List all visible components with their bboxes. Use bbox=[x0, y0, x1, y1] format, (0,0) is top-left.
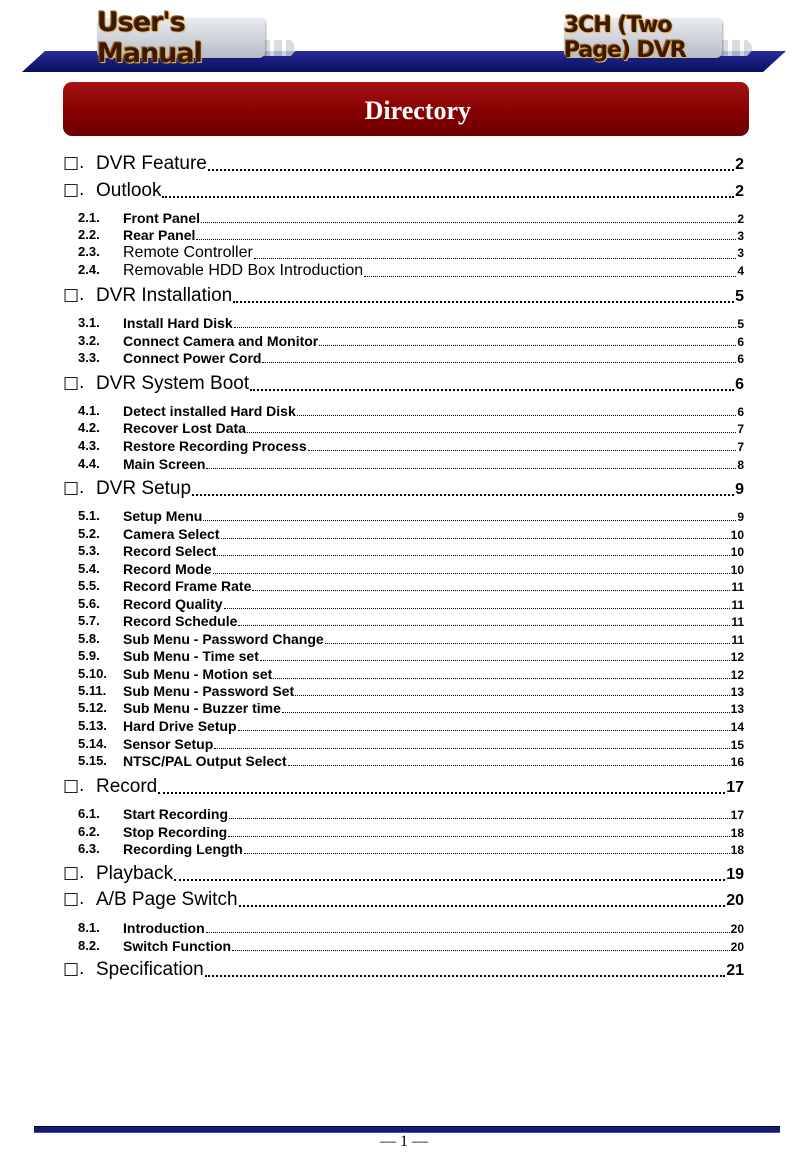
chapter-page-number: 17 bbox=[726, 779, 744, 796]
chapter-title: A/B Page Switch bbox=[96, 889, 238, 910]
chapter-page-number: 21 bbox=[726, 962, 744, 979]
section-number: 5.7. bbox=[78, 613, 100, 628]
section-page-number: 18 bbox=[730, 843, 744, 857]
section-page-number: 9 bbox=[737, 510, 744, 524]
section-page-number: 15 bbox=[730, 738, 744, 752]
section-title: Record Schedule bbox=[123, 613, 238, 629]
section-page-number: 3 bbox=[737, 229, 744, 243]
section-number: 4.4. bbox=[78, 456, 100, 471]
section-number: 5.13. bbox=[78, 718, 107, 733]
section-page-number: 3 bbox=[737, 246, 744, 260]
dot-leader bbox=[238, 730, 730, 731]
section-number: 5.5. bbox=[78, 578, 100, 593]
section-page-number: 11 bbox=[731, 615, 744, 629]
section-title: NTSC/PAL Output Select bbox=[123, 753, 287, 769]
section-page-number: 18 bbox=[730, 826, 744, 840]
dot-leader bbox=[162, 196, 734, 198]
header-arrow-right bbox=[720, 40, 754, 56]
chapter-marker: □. bbox=[63, 478, 85, 498]
chapter-marker: □. bbox=[63, 180, 85, 200]
section-number: 5.1. bbox=[78, 508, 100, 523]
dot-leader bbox=[273, 678, 729, 679]
section-title: Recover Lost Data bbox=[123, 420, 246, 436]
section-page-number: 7 bbox=[737, 440, 744, 454]
section-title: Sub Menu - Time set bbox=[123, 648, 259, 664]
dot-leader bbox=[325, 643, 731, 644]
section-number: 6.1. bbox=[78, 806, 100, 821]
dot-leader bbox=[319, 345, 736, 346]
section-title: Record Select bbox=[123, 543, 217, 559]
section-page-number: 10 bbox=[730, 545, 744, 559]
section-page-number: 12 bbox=[730, 668, 744, 682]
section-number: 5.15. bbox=[78, 753, 107, 768]
section-title: Record Quality bbox=[123, 596, 223, 612]
section-page-number: 12 bbox=[730, 650, 744, 664]
chapter-page-number: 5 bbox=[735, 288, 744, 305]
section-number: 5.14. bbox=[78, 736, 107, 751]
section-number: 5.6. bbox=[78, 596, 100, 611]
section-number: 3.2. bbox=[78, 333, 100, 348]
dot-leader bbox=[206, 468, 736, 469]
dot-leader bbox=[239, 905, 726, 907]
dot-leader bbox=[229, 818, 730, 819]
dot-leader bbox=[196, 239, 736, 240]
chapter-marker: □. bbox=[63, 153, 85, 173]
section-page-number: 11 bbox=[731, 633, 744, 647]
section-page-number: 14 bbox=[730, 720, 744, 734]
dot-leader bbox=[297, 415, 737, 416]
section-number: 8.1. bbox=[78, 920, 100, 935]
section-page-number: 13 bbox=[730, 685, 744, 699]
dot-leader bbox=[205, 975, 725, 977]
dot-leader bbox=[158, 792, 725, 794]
section-title: Record Mode bbox=[123, 561, 212, 577]
section-page-number: 8 bbox=[737, 458, 744, 472]
dot-leader bbox=[213, 573, 730, 574]
section-number: 3.3. bbox=[78, 350, 100, 365]
dot-leader bbox=[224, 608, 731, 609]
section-number: 6.2. bbox=[78, 824, 100, 839]
section-page-number: 16 bbox=[730, 755, 744, 769]
section-number: 5.12. bbox=[78, 700, 107, 715]
section-number: 5.9. bbox=[78, 648, 100, 663]
dot-leader bbox=[201, 222, 736, 223]
section-page-number: 7 bbox=[737, 422, 744, 436]
section-title: Remote Controller bbox=[123, 244, 253, 261]
section-number: 5.10. bbox=[78, 666, 107, 681]
section-title: Sub Menu - Motion set bbox=[123, 666, 273, 682]
chapter-marker: □. bbox=[63, 889, 85, 909]
dot-leader bbox=[244, 853, 730, 854]
section-page-number: 20 bbox=[730, 940, 744, 954]
section-number: 2.1. bbox=[78, 210, 100, 225]
footer-rule bbox=[34, 1126, 780, 1133]
section-title: Sensor Setup bbox=[123, 736, 214, 752]
dot-leader bbox=[232, 950, 730, 951]
section-number: 5.4. bbox=[78, 561, 100, 576]
dot-leader bbox=[250, 389, 734, 391]
dot-leader bbox=[203, 520, 736, 521]
dot-leader bbox=[233, 301, 734, 303]
section-number: 6.3. bbox=[78, 841, 100, 856]
product-logo-badge bbox=[564, 13, 722, 63]
chapter-marker: □. bbox=[63, 285, 85, 305]
chapter-title: Record bbox=[96, 776, 158, 797]
section-page-number: 2 bbox=[737, 212, 744, 226]
dot-leader bbox=[254, 258, 736, 259]
chapter-marker: □. bbox=[63, 776, 85, 796]
manual-logo-badge bbox=[97, 7, 265, 69]
header-arrow-left bbox=[262, 40, 298, 56]
section-title: Main Screen bbox=[123, 456, 206, 472]
chapter-page-number: 9 bbox=[735, 481, 744, 498]
section-title: Detect installed Hard Disk bbox=[123, 403, 296, 419]
chapter-title: Specification bbox=[96, 959, 204, 980]
chapter-page-number: 20 bbox=[726, 892, 744, 909]
section-number: 2.4. bbox=[78, 262, 100, 277]
section-title: Camera Select bbox=[123, 526, 220, 542]
dot-leader bbox=[214, 748, 729, 749]
section-number: 4.1. bbox=[78, 403, 100, 418]
dot-leader bbox=[295, 695, 730, 696]
section-title: Stop Recording bbox=[123, 824, 228, 840]
section-page-number: 13 bbox=[730, 702, 744, 716]
section-title: Sub Menu - Buzzer time bbox=[123, 700, 281, 716]
section-number: 5.8. bbox=[78, 631, 100, 646]
page-title: Directory bbox=[364, 96, 471, 125]
directory-banner bbox=[63, 82, 749, 136]
section-title: Front Panel bbox=[123, 210, 201, 226]
dot-leader bbox=[174, 879, 725, 881]
dot-leader bbox=[208, 169, 734, 171]
section-number: 3.1. bbox=[78, 315, 100, 330]
dot-leader bbox=[206, 932, 730, 933]
section-page-number: 6 bbox=[737, 335, 744, 349]
chapter-title: Playback bbox=[96, 863, 174, 884]
section-number: 5.2. bbox=[78, 526, 100, 541]
dot-leader bbox=[308, 450, 737, 451]
section-title: Start Recording bbox=[123, 806, 229, 822]
section-title: Recording Length bbox=[123, 841, 243, 857]
section-title: Install Hard Disk bbox=[123, 315, 233, 331]
section-page-number: 17 bbox=[730, 808, 744, 822]
section-number: 8.2. bbox=[78, 938, 100, 953]
section-number: 5.11. bbox=[78, 683, 107, 698]
dot-leader bbox=[260, 660, 730, 661]
chapter-title: Outlook bbox=[96, 180, 162, 201]
dot-leader bbox=[221, 538, 730, 539]
section-page-number: 6 bbox=[737, 352, 744, 366]
section-page-number: 10 bbox=[730, 563, 744, 577]
section-number: 2.2. bbox=[78, 227, 100, 242]
chapter-page-number: 2 bbox=[735, 156, 744, 173]
section-number: 2.3. bbox=[78, 244, 100, 259]
dot-leader bbox=[364, 276, 736, 277]
manual-logo-text: User's Manual bbox=[97, 7, 203, 69]
dot-leader bbox=[217, 555, 729, 556]
section-page-number: 6 bbox=[737, 405, 744, 419]
chapter-title: DVR System Boot bbox=[96, 373, 250, 394]
section-page-number: 11 bbox=[731, 580, 744, 594]
section-page-number: 4 bbox=[737, 264, 744, 278]
section-title: Sub Menu - Password Set bbox=[123, 683, 295, 699]
dot-leader bbox=[234, 327, 737, 328]
section-title: Introduction bbox=[123, 920, 205, 936]
chapter-page-number: 2 bbox=[735, 183, 744, 200]
section-page-number: 5 bbox=[737, 317, 744, 331]
dot-leader bbox=[288, 765, 730, 766]
section-title: Record Frame Rate bbox=[123, 578, 252, 594]
section-page-number: 10 bbox=[730, 528, 744, 542]
dot-leader bbox=[252, 590, 730, 591]
chapter-marker: □. bbox=[63, 959, 85, 979]
section-page-number: 20 bbox=[730, 922, 744, 936]
page-number: — 1 — bbox=[380, 1133, 428, 1150]
section-title: Sub Menu - Password Change bbox=[123, 631, 324, 647]
section-number: 4.3. bbox=[78, 438, 100, 453]
dot-leader bbox=[282, 712, 730, 713]
dot-leader bbox=[247, 432, 736, 433]
section-title: Removable HDD Box Introduction bbox=[123, 262, 364, 279]
section-title: Hard Drive Setup bbox=[123, 718, 237, 734]
chapter-marker: □. bbox=[63, 863, 85, 883]
section-title: Connect Camera and Monitor bbox=[123, 333, 319, 349]
chapter-page-number: 6 bbox=[735, 376, 744, 393]
chapter-title: DVR Feature bbox=[96, 153, 207, 174]
chapter-title: DVR Setup bbox=[96, 478, 192, 499]
dot-leader bbox=[238, 625, 730, 626]
chapter-title: DVR Installation bbox=[96, 285, 233, 306]
section-number: 4.2. bbox=[78, 420, 100, 435]
chapter-marker: □. bbox=[63, 373, 85, 393]
section-title: Restore Recording Process bbox=[123, 438, 307, 454]
chapter-page-number: 19 bbox=[726, 866, 744, 883]
section-title: Connect Power Cord bbox=[123, 350, 262, 366]
section-page-number: 11 bbox=[731, 598, 744, 612]
dot-leader bbox=[192, 494, 734, 496]
product-logo-text: 3CH (Two Page) DVR bbox=[564, 13, 686, 63]
section-title: Rear Panel bbox=[123, 227, 196, 243]
section-title: Switch Function bbox=[123, 938, 232, 954]
section-number: 5.3. bbox=[78, 543, 100, 558]
section-title: Setup Menu bbox=[123, 508, 203, 524]
dot-leader bbox=[228, 836, 729, 837]
dot-leader bbox=[262, 362, 736, 363]
